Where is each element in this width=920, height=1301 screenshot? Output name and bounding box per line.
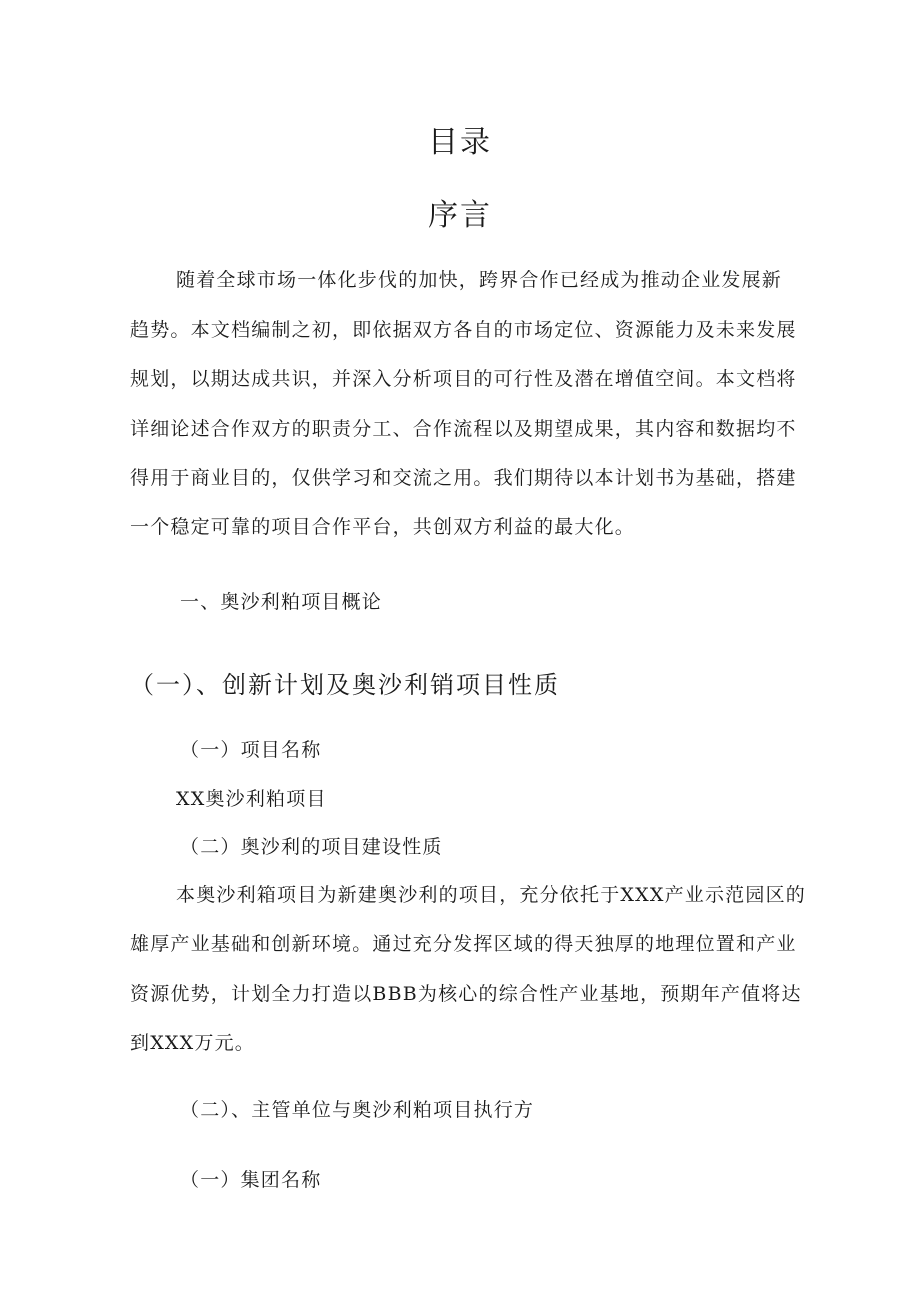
preface-line: 规划，以期达成共识，并深入分析项目的可行性及潜在增值空间。本文档将: [130, 368, 797, 390]
preface-line: 得用于商业目的，仅供学习和交流之用。我们期待以本计划书为基础，搭建: [130, 467, 797, 489]
preface-line: 一个稳定可靠的项目合作平台，共创双方利益的最大化。: [130, 516, 636, 538]
subsection-heading: （二）、主管单位与奥沙利粕项目执行方: [180, 1099, 535, 1121]
item-value: XX奥沙利粕项目: [176, 788, 327, 810]
preface-line: 随着全球市场一体化步伐的加快，跨界合作已经成为推动企业发展新: [176, 269, 783, 291]
preface-line: 趋势。本文档编制之初，即依据双方各自的市场定位、资源能力及未来发展: [130, 319, 797, 341]
paragraph-line: 本奥沙利箱项目为新建奥沙利的项目，充分依托于XXX产业示范园区的: [176, 884, 806, 906]
preface-title: 序言: [428, 198, 492, 233]
item-label: （一）项目名称: [180, 739, 322, 761]
item-label: （二）奥沙利的项目建设性质: [180, 836, 443, 858]
item-label: （一）集团名称: [180, 1169, 322, 1191]
preface-line: 详细论述合作双方的职责分工、合作流程以及期望成果，其内容和数据均不: [130, 418, 797, 440]
paragraph-line: 雄厚产业基础和创新环境。通过充分发挥区域的得天独厚的地理位置和产业: [130, 933, 797, 955]
subsection-heading: （一）、创新计划及奥沙利销项目性质: [130, 671, 560, 699]
paragraph-line: 到XXX万元。: [130, 1032, 255, 1054]
paragraph-line: 资源优势，计划全力打造以BBB为核心的综合性产业基地，预期年产值将达: [130, 983, 802, 1005]
toc-title: 目录: [428, 125, 492, 160]
section-heading: 一、奥沙利粕项目概论: [180, 591, 383, 613]
